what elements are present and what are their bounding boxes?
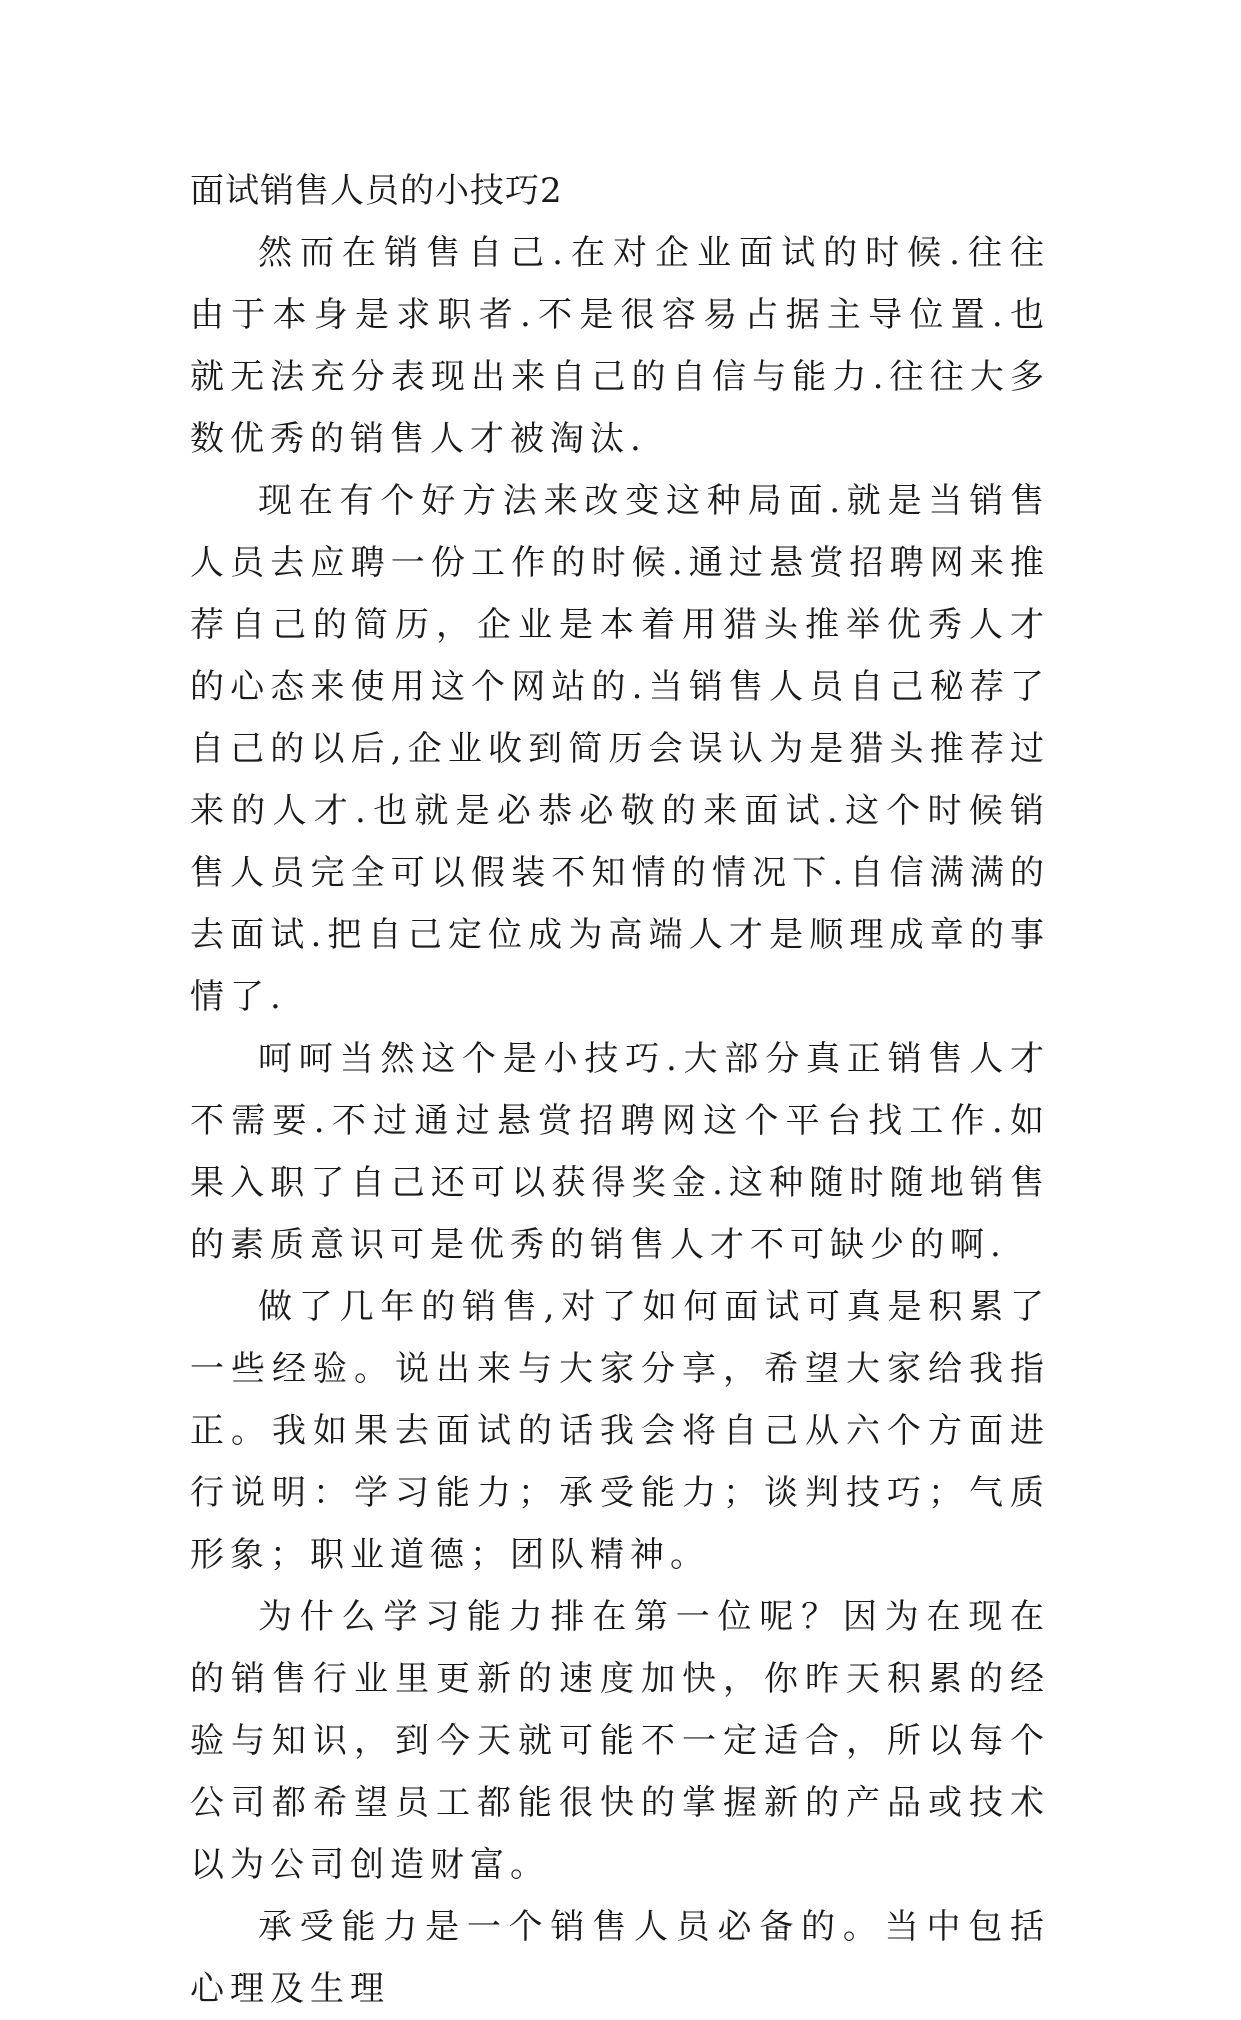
paragraph-3: 呵呵当然这个是小技巧.大部分真正销售人才不需要.不过通过悬赏招聘网这个平台找工作.如果入职了自己还可以获得奖金.这种随时随地销售的素质意识可是优秀的销售人才不可缺少的啊. <box>190 1039 1050 1265</box>
document-page <box>190 160 1050 2020</box>
paragraph-5: 为什么学习能力排在第一位呢？因为在现在的销售行业里更新的速度加快，你昨天积累的经验与知识，到今天就可能不一定适合，所以每个公司都希望员工都能很快的掌握新的产品或技术以为公司创造财富。 <box>190 1597 1050 1885</box>
paragraph-2: 现在有个好方法来改变这种局面.就是当销售人员去应聘一份工作的时候.通过悬赏招聘网来推荐自己的简历，企业是本着用猎头推举优秀人才的心态来使用这个网站的.当销售人员自己秘荐了自己的以后,企业收到简历会误认为是猎头推荐过来的人才.也就是必恭必敬的来面试.这个时候销售人员完全可以假装不知情的情况下.自信满满的去面试.把自己定位成为高端人才是顺理成章的事情了. <box>190 481 1050 1017</box>
paragraph-1: 然而在销售自己.在对企业面试的时候.往往由于本身是求职者.不是很容易占据主导位置.也就无法充分表现出来自己的自信与能力.往往大多数优秀的销售人才被淘汰. <box>190 233 1050 459</box>
paragraph-4: 做了几年的销售,对了如何面试可真是积累了一些经验。说出来与大家分享，希望大家给我指正。我如果去面试的话我会将自己从六个方面进行说明：学习能力；承受能力；谈判技巧；气质形象；职业道德；团队精神。 <box>190 1287 1050 1575</box>
document-title: 面试销售人员的小技巧2 <box>190 171 563 211</box>
paragraph-6: 承受能力是一个销售人员必备的。当中包括心理及生理 <box>190 1907 1050 2009</box>
